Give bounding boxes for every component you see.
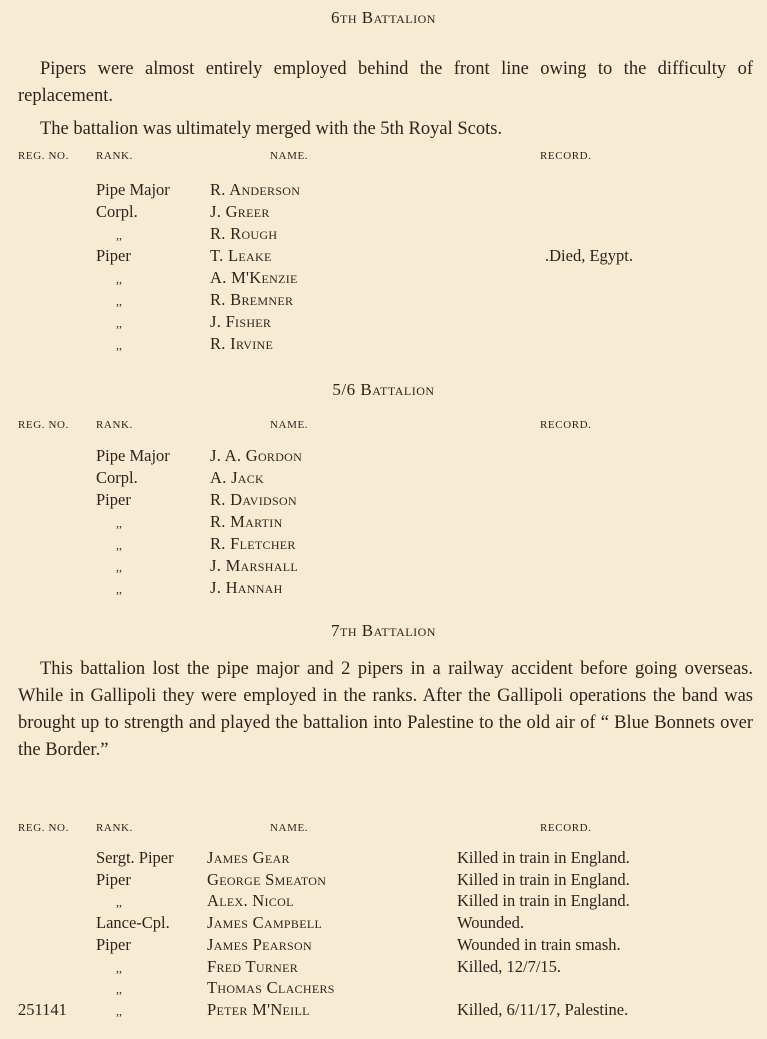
paragraph: The battalion was ultimately merged with the 5th Royal Scots. <box>40 119 503 139</box>
name: Thomas Clachers <box>207 978 335 998</box>
name: James Campbell <box>207 913 323 933</box>
record: Wounded. <box>457 913 524 933</box>
name: J. Hannah <box>210 578 283 597</box>
name: James Pearson <box>207 934 312 954</box>
name: J. Greer <box>210 202 270 221</box>
record: Killed in train in England. <box>457 869 630 889</box>
name: R. Anderson <box>210 180 301 199</box>
rank: Pipe Major <box>96 446 170 465</box>
name: R. Irvine <box>210 334 274 353</box>
name: T. Leake <box>210 246 272 265</box>
section-title: 7th Battalion <box>331 621 436 640</box>
rank: Lance-Cpl. <box>96 913 170 933</box>
column-header-rank: RANK. <box>96 150 133 162</box>
name: R. Martin <box>210 512 283 531</box>
paragraph: This battalion lost the pipe major and 2 pipers in a railway accident before going overseas. While in Gallipoli they were employed in the ranks. After the Gallipoli operations the band was brought up to strength and played the battalion into Palestine to the old air of “ Blue Bonnets over the Border.” <box>18 659 753 760</box>
name: J. Marshall <box>210 556 298 575</box>
column-header-reg-no: REG. NO. <box>18 822 69 834</box>
name: George Smeaton <box>207 869 327 889</box>
section-title: 5/6 Battalion <box>332 380 435 399</box>
column-header-reg-no: REG. NO. <box>18 419 69 431</box>
paragraph: Pipers were almost entirely employed behind the front line owing to the difficulty of replacement. <box>18 59 753 106</box>
rank: ,, <box>116 316 122 330</box>
name: J. A. Gordon <box>210 446 303 465</box>
rank: Pipe Major <box>96 180 170 199</box>
rank: Corpl. <box>96 468 138 487</box>
column-header-name: NAME. <box>270 822 309 834</box>
record: Killed in train in England. <box>457 848 630 867</box>
rank: ,, <box>116 960 122 975</box>
name: Peter M'Neill <box>207 999 310 1019</box>
column-header-reg-no: REG. NO. <box>18 150 69 162</box>
name: A. Jack <box>210 468 265 487</box>
rank: ,, <box>116 582 122 596</box>
column-header-name: NAME. <box>270 150 309 162</box>
rank: ,, <box>116 272 122 286</box>
record: Killed, 12/7/15. <box>457 956 562 976</box>
name: Fred Turner <box>207 956 299 976</box>
rank: ,, <box>116 1003 122 1018</box>
column-header-record: RECORD. <box>540 150 592 162</box>
name: J. Fisher <box>210 312 272 331</box>
record: Killed in train in England. <box>457 891 630 911</box>
record: Killed, 6/11/17, Palestine. <box>457 999 629 1019</box>
name: Alex. Nicol <box>207 891 294 911</box>
rank: ,, <box>116 294 122 308</box>
name: R. Bremner <box>210 290 294 309</box>
column-header-record: RECORD. <box>540 822 592 834</box>
rank: Piper <box>96 246 131 265</box>
rank: Corpl. <box>96 202 138 221</box>
record: .Died, Egypt. <box>545 246 633 265</box>
column-header-rank: RANK. <box>96 419 133 431</box>
rank: ,, <box>116 895 122 910</box>
name: A. M'Kenzie <box>210 268 298 287</box>
reg-no: 251141 <box>18 999 67 1019</box>
section-title: 6th Battalion <box>331 8 436 27</box>
column-header-rank: RANK. <box>96 822 133 834</box>
rank: Piper <box>96 934 131 954</box>
name: R. Rough <box>210 224 278 243</box>
rank: Piper <box>96 490 131 509</box>
column-header-record: RECORD. <box>540 419 592 431</box>
rank: ,, <box>116 560 122 574</box>
rank: ,, <box>116 338 122 352</box>
rank: Sergt. Piper <box>96 848 174 867</box>
rank: ,, <box>116 228 122 242</box>
name: R. Davidson <box>210 490 297 509</box>
rank: ,, <box>116 516 122 530</box>
name: James Gear <box>207 848 290 867</box>
name: R. Fletcher <box>210 534 296 553</box>
rank: ,, <box>116 538 122 552</box>
record: Wounded in train smash. <box>457 934 621 954</box>
rank: Piper <box>96 869 131 889</box>
rank: ,, <box>116 982 122 997</box>
column-header-name: NAME. <box>270 419 309 431</box>
